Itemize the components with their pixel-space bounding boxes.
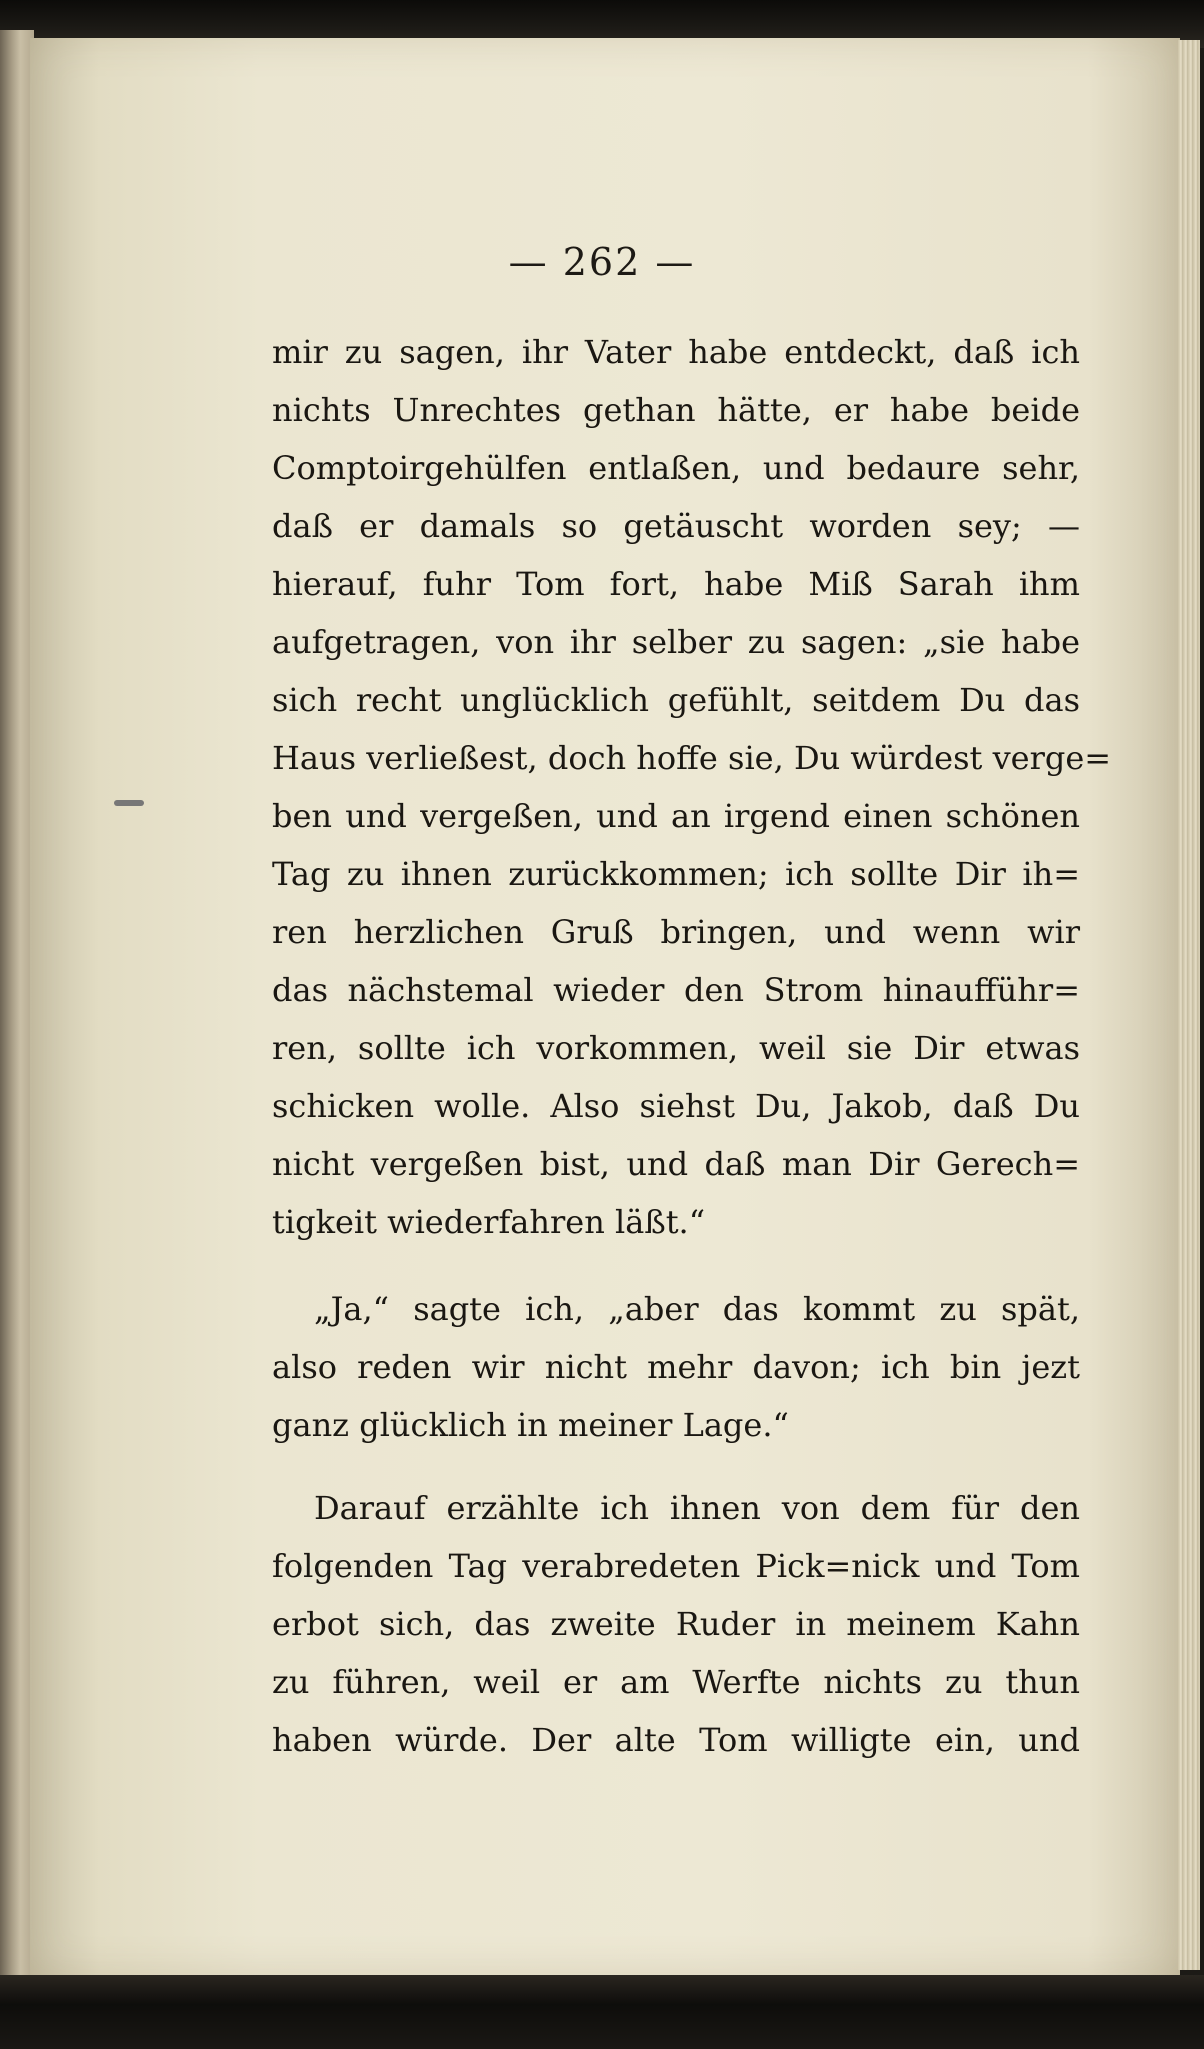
book-spine-edge [0, 30, 34, 1975]
text-line: „Ja,“ sagte ich, „aber das kommt zu spät, [314, 1290, 1080, 1328]
text-line: mir zu sagen, ihr Vater habe entdeckt, daß ich [272, 333, 1080, 371]
paragraph-2 [272, 1280, 1080, 1454]
paragraph-1 [272, 323, 1112, 1251]
text-line: nicht vergeßen bist, und daß man Dir Gerech= [272, 1145, 1080, 1183]
text-line: folgenden Tag verabredeten Pick=nick und Tom [272, 1547, 1080, 1585]
text-line: Tag zu ihnen zurückkommen; ich sollte Dir ih= [272, 855, 1080, 893]
text-line: Comptoirgehülfen entlaßen, und bedaure sehr, [272, 449, 1080, 487]
text-line: daß er damals so getäuscht worden sey; — [272, 507, 1080, 545]
text-line: erbot sich, das zweite Ruder in meinem Kahn [272, 1605, 1080, 1643]
text-line: ben und vergeßen, und an irgend einen schönen [272, 797, 1080, 835]
text-line: ren herzlichen Gruß bringen, und wenn wir [272, 913, 1080, 951]
text-line: aufgetragen, von ihr selber zu sagen: „sie habe [272, 623, 1080, 661]
text-line: ganz glücklich in meiner Lage.“ [272, 1406, 789, 1444]
text-line: schicken wolle. Also siehst Du, Jakob, daß Du [272, 1087, 1080, 1125]
text-line: nichts Unrechtes gethan hätte, er habe beide [272, 391, 1080, 429]
text-line: Darauf erzählte ich ihnen von dem für den [314, 1489, 1080, 1527]
text-line: sich recht unglücklich gefühlt, seitdem Du das [272, 681, 1080, 719]
text-line: also reden wir nicht mehr davon; ich bin jezt [272, 1348, 1080, 1386]
text-line: Haus verließest, doch hoffe sie, Du würdest verge= [272, 739, 1112, 777]
text-line: das nächstemal wieder den Strom hinaufführ= [272, 971, 1080, 1009]
paragraph-3 [272, 1479, 1080, 1769]
text-line: tigkeit wiederfahren läßt.“ [272, 1203, 706, 1241]
book-bottom-shadow [0, 1975, 1204, 2049]
margin-mark [114, 800, 144, 806]
text-line: zu führen, weil er am Werfte nichts zu thun [272, 1663, 1080, 1701]
text-line: hierauf, fuhr Tom fort, habe Miß Sarah ihm [272, 565, 1080, 603]
text-line: ren, sollte ich vorkommen, weil sie Dir etwas [272, 1029, 1080, 1067]
page-number: — 262 — [508, 240, 696, 284]
text-line: haben würde. Der alte Tom willigte ein, und [272, 1721, 1080, 1759]
page-stack-edge [1178, 40, 1200, 1970]
